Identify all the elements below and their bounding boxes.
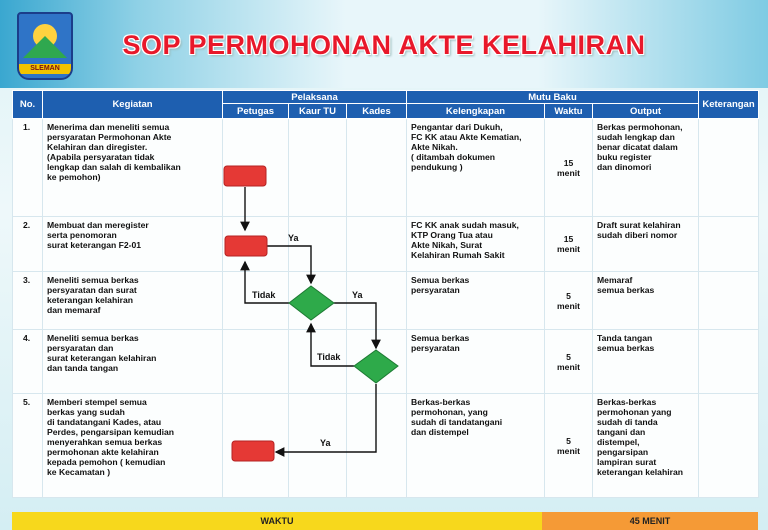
cell-no: 2. — [13, 217, 43, 272]
cell-waktu — [545, 394, 593, 498]
sop-table — [12, 90, 759, 498]
cell-output-line: permohonan yang — [597, 407, 672, 417]
logo-ribbon: SLEMAN — [19, 64, 71, 74]
col-header-pelaksana: Pelaksana — [223, 91, 407, 104]
cell-kaur-tu — [289, 119, 347, 217]
cell-kegiatan-line: serta penomoran — [47, 230, 117, 240]
cell-petugas — [223, 119, 289, 217]
cell-kegiatan-line: (Apabila persyaratan tidak — [47, 152, 155, 162]
footer-bar — [12, 512, 758, 530]
cell-kegiatan-line: surat keterangan F2-01 — [47, 240, 142, 250]
cell-waktu-line: menit — [557, 244, 580, 254]
cell-keterangan — [699, 119, 759, 217]
cell-kelengkapan — [407, 330, 545, 394]
cell-waktu-line: 15 — [563, 234, 574, 244]
cell-kegiatan-line: Kelahiran dan diregister. — [47, 142, 148, 152]
cell-kegiatan-line: surat keterangan kelahiran — [47, 353, 157, 363]
cell-output-line: dan dinomori — [597, 162, 652, 172]
cell-waktu-line: menit — [557, 167, 580, 178]
cell-kegiatan-line: Menerima dan meneliti semua — [47, 122, 170, 132]
cell-output-line: Berkas-berkas — [597, 397, 657, 407]
cell-kelengkapan — [407, 394, 545, 498]
cell-kegiatan — [43, 272, 223, 330]
cell-kades — [347, 330, 407, 394]
cell-output-line: semua berkas — [597, 285, 655, 295]
cell-kelengkapan-line: pendukung ) — [411, 162, 463, 172]
col-header-output: Output — [593, 104, 699, 119]
cell-kegiatan-line: Meneliti semua berkas — [47, 333, 139, 343]
cell-petugas — [223, 394, 289, 498]
cell-keterangan — [699, 272, 759, 330]
cell-output-line: sudah diberi nomor — [597, 230, 678, 240]
cell-kegiatan-line: menyerahkan semua berkas — [47, 437, 163, 447]
cell-kaur-tu — [289, 330, 347, 394]
cell-no: 3. — [13, 272, 43, 330]
cell-kelengkapan-line: Akte Nikah, Surat — [411, 240, 483, 250]
cell-keterangan — [699, 217, 759, 272]
cell-kelengkapan — [407, 272, 545, 330]
cell-no: 5. — [13, 394, 43, 498]
cell-kaur-tu — [289, 272, 347, 330]
cell-waktu — [545, 330, 593, 394]
cell-kegiatan-line: persyaratan dan surat — [47, 285, 137, 295]
cell-kelengkapan — [407, 217, 545, 272]
cell-output-line: lampiran surat — [597, 457, 657, 467]
cell-no: 1. — [13, 119, 43, 217]
cell-output-line: distempel, — [597, 437, 640, 447]
cell-kegiatan-line: lengkap dan salah di kembalikan — [47, 162, 181, 172]
cell-output — [593, 119, 699, 217]
cell-kades — [347, 217, 407, 272]
cell-kegiatan-line: Membuat dan meregister — [47, 220, 149, 230]
page-title: SOP PERMOHONAN AKTE KELAHIRAN — [122, 30, 646, 60]
cell-waktu-line: menit — [557, 300, 580, 311]
cell-kegiatan-line: berkas yang sudah — [47, 407, 125, 417]
cell-waktu-line: 5 — [566, 290, 571, 301]
table-row — [13, 394, 759, 498]
cell-kaur-tu — [289, 394, 347, 498]
cell-output — [593, 394, 699, 498]
table-row — [13, 217, 759, 272]
cell-kaur-tu — [289, 217, 347, 272]
label-tidak-1: Tidak — [252, 290, 276, 300]
cell-kegiatan-line: ke pemohon) — [47, 172, 101, 182]
cell-kelengkapan-line: persyaratan — [411, 285, 460, 295]
label-ya-3: Ya — [320, 438, 331, 448]
cell-petugas — [223, 330, 289, 394]
cell-output-line: sudah lengkap dan — [597, 132, 675, 142]
cell-waktu — [545, 272, 593, 330]
footer-total-time: 45 MENIT — [542, 512, 758, 530]
cell-kegiatan-line: ke Kecamatan ) — [47, 467, 111, 477]
cell-kegiatan — [43, 330, 223, 394]
col-header-kelengkapan: Kelengkapan — [407, 104, 545, 119]
cell-kegiatan-line: di tandatangani Kades, atau — [47, 417, 162, 427]
cell-kegiatan — [43, 119, 223, 217]
cell-kegiatan-line: keterangan kelahiran — [47, 295, 133, 305]
cell-kelengkapan-line: FC KK anak sudah masuk, — [411, 220, 519, 230]
table-row — [13, 119, 759, 217]
cell-output-line: buku register — [597, 152, 652, 162]
cell-output-line: Berkas permohonan, — [597, 122, 683, 132]
cell-kelengkapan-line: FC KK atau Akte Kematian, — [411, 132, 522, 142]
col-header-petugas: Petugas — [223, 104, 289, 119]
cell-kegiatan-line: Memberi stempel semua — [47, 397, 147, 407]
cell-output — [593, 330, 699, 394]
cell-kegiatan-line: dan memaraf — [47, 305, 101, 315]
cell-kegiatan-line: kepada pemohon ( kemudian — [47, 457, 166, 467]
cell-output-line: keterangan kelahiran — [597, 467, 683, 477]
col-header-kades: Kades — [347, 104, 407, 119]
cell-kegiatan — [43, 217, 223, 272]
col-header-keterangan: Keterangan — [699, 91, 759, 119]
label-ya-2: Ya — [352, 290, 363, 300]
table-row — [13, 330, 759, 394]
cell-kegiatan — [43, 394, 223, 498]
cell-no: 4. — [13, 330, 43, 394]
cell-kelengkapan-line: dan distempel — [411, 427, 469, 437]
cell-waktu-line: menit — [557, 361, 580, 372]
label-tidak-2: Tidak — [317, 352, 341, 362]
footer-waktu-label: WAKTU — [12, 512, 542, 530]
col-header-waktu: Waktu — [545, 104, 593, 119]
cell-kades — [347, 272, 407, 330]
cell-waktu — [545, 217, 593, 272]
cell-output — [593, 272, 699, 330]
cell-kelengkapan-line: Berkas-berkas — [411, 397, 471, 407]
cell-output-line: sudah di tanda — [597, 417, 658, 427]
cell-kegiatan-line: dan tanda tangan — [47, 363, 119, 373]
cell-kegiatan-line: persyaratan Permohonan Akte — [47, 132, 172, 142]
cell-keterangan — [699, 330, 759, 394]
table-row — [13, 272, 759, 330]
cell-kelengkapan-line: Semua berkas — [411, 275, 470, 285]
cell-petugas — [223, 217, 289, 272]
cell-kegiatan-line: permohonan akte kelahiran — [47, 447, 159, 457]
cell-output-line: Memaraf — [597, 275, 633, 285]
cell-kelengkapan-line: Kelahiran Rumah Sakit — [411, 250, 505, 260]
cell-kegiatan-line: Perdes, pengarsipan kemudian — [47, 427, 175, 437]
cell-output-line: Tanda tangan — [597, 333, 653, 343]
col-header-kegiatan: Kegiatan — [43, 91, 223, 119]
cell-kelengkapan-line: permohonan, yang — [411, 407, 488, 417]
col-header-kaur-tu: Kaur TU — [289, 104, 347, 119]
cell-waktu-line: menit — [557, 445, 580, 456]
cell-output-line: benar dicatat dalam — [597, 142, 678, 152]
cell-kades — [347, 394, 407, 498]
cell-kegiatan-line: persyaratan dan — [47, 343, 114, 353]
cell-waktu-line: 5 — [566, 435, 571, 446]
cell-kelengkapan-line: ( ditambah dokumen — [411, 152, 496, 162]
cell-output-line: semua berkas — [597, 343, 655, 353]
cell-kelengkapan-line: Akte Nikah. — [411, 142, 458, 152]
cell-kelengkapan — [407, 119, 545, 217]
cell-kelengkapan-line: Pengantar dari Dukuh, — [411, 122, 503, 132]
label-ya-1: Ya — [288, 233, 299, 243]
cell-kelengkapan-line: Semua berkas — [411, 333, 470, 343]
cell-kegiatan-line: Meneliti semua berkas — [47, 275, 139, 285]
col-header-no: No. — [13, 91, 43, 119]
cell-kades — [347, 119, 407, 217]
cell-petugas — [223, 272, 289, 330]
cell-output-line: pengarsipan — [597, 447, 649, 457]
cell-kelengkapan-line: persyaratan — [411, 343, 460, 353]
cell-output-line: tangani dan — [597, 427, 646, 437]
cell-output — [593, 217, 699, 272]
cell-waktu-line: 15 — [563, 157, 574, 168]
cell-kelengkapan-line: sudah di tandatangani — [411, 417, 503, 427]
col-header-mutu-baku: Mutu Baku — [407, 91, 699, 104]
cell-waktu — [545, 119, 593, 217]
cell-waktu-line: 5 — [566, 351, 571, 362]
cell-output-line: Draft surat kelahiran — [597, 220, 681, 230]
cell-keterangan — [699, 394, 759, 498]
cell-kelengkapan-line: KTP Orang Tua atau — [411, 230, 493, 240]
